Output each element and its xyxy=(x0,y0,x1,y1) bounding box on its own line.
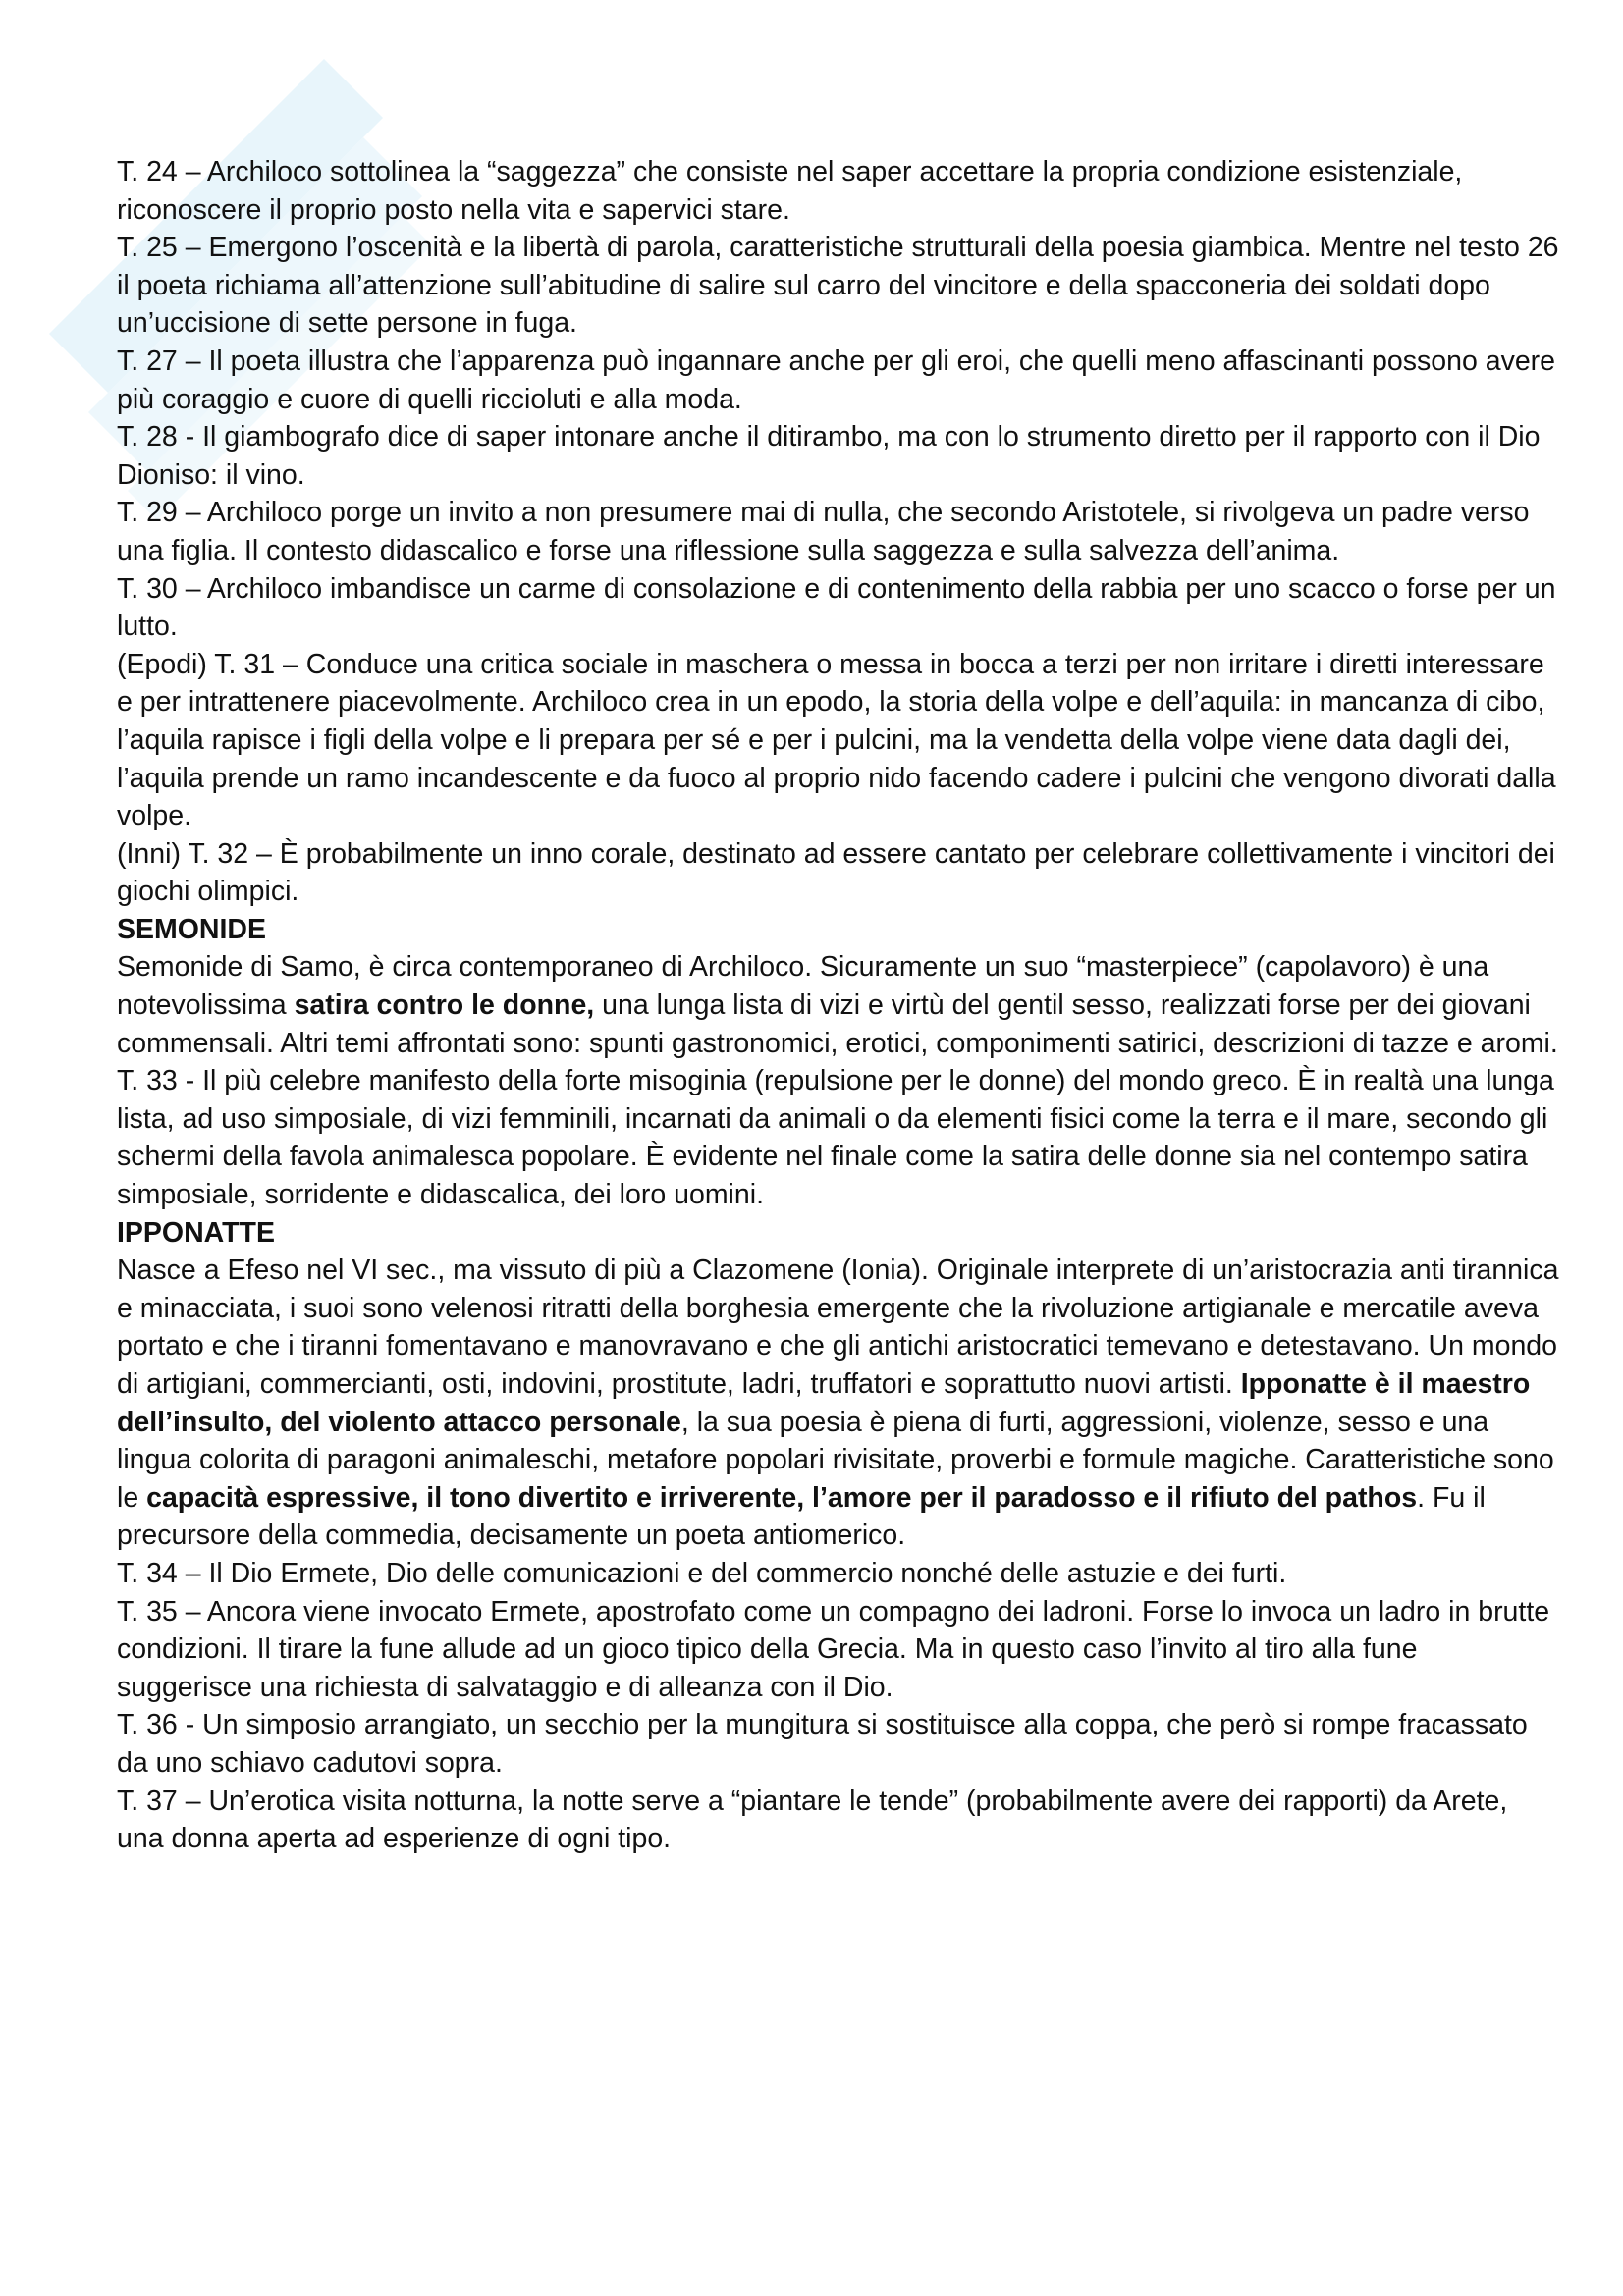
section-heading-ipponatte: IPPONATTE xyxy=(117,1216,275,1249)
paragraph-t37: T. 37 – Un’erotica visita notturna, la notte serve a “piantare le tende” (probabilmente avere dei rapporti) da Arete, una donna aperta ad esperienze di ogni tipo. xyxy=(117,1785,1508,1855)
paragraph-t34: T. 34 – Il Dio Ermete, Dio delle comunicazioni e del commercio nonché delle astuzie e dei furti. xyxy=(117,1557,1287,1589)
paragraph-t31: (Epodi) T. 31 – Conduce una critica sociale in maschera o messa in bocca a terzi per non irritare i diretti interessare e per intrattenere piacevolmente. Archiloco crea in un epodo, la storia della volpe e dell’aquila: in mancanza di cibo, l’aquila rapisce i figli della volpe e li prepara per sé e per i pulcini, ma la vendetta della volpe viene data dagli dei, l’aquila prende un ramo incandescente e da fuoco al proprio nido facendo cadere i pulcini che vengono divorati dalla volpe. xyxy=(117,648,1556,832)
paragraph-t25: T. 25 – Emergono l’oscenità e la libertà di parola, caratteristiche strutturali della poesia giambica. Mentre nel testo 26 il poeta richiama all’attenzione sull’abitudine di salire sul carro del vincitore e della spacconeria dei soldati dopo un’uccisione di sette persone in fuga. xyxy=(117,232,1559,340)
paragraph-t29: T. 29 – Archiloco porge un invito a non presumere mai di nulla, che secondo Aristotele, si rivolgeva un padre verso una figlia. Il contesto didascalico e forse una riflessione sulla saggezza e sulla salvezza dell’anima. xyxy=(117,497,1530,566)
paragraph-t36: T. 36 - Un simposio arrangiato, un secchio per la mungitura si sostituisce alla coppa, che però si rompe fracassato da uno schiavo cadutovi sopra. xyxy=(117,1709,1528,1779)
semonide-intro-text-b: una lunga lista di vizi e virtù del gentil sesso, realizzati forse per dei giovani commensali. Altri temi affrontati sono: spunti gastronomici, erotici, componimenti satirici, descrizioni di tazze e aromi. xyxy=(117,989,1558,1059)
semonide-intro xyxy=(117,948,1560,1062)
ipponatte-intro-text-b: , la sua poesia è piena di furti, aggressioni, violenze, sesso e una lingua colorita di paragoni animaleschi, metafore popolari rivisitate, proverbi e formule magiche. Caratteristiche sono le xyxy=(117,1406,1554,1514)
semonide-intro-text-a: Semonide di Samo, è circa contemporaneo di Archiloco. Sicuramente un suo “masterpiece” (capolavoro) è una notevolissima xyxy=(117,951,1489,1022)
section-heading-semonide: SEMONIDE xyxy=(117,913,267,945)
semonide-intro-bold: satira contro le donne, xyxy=(294,989,595,1022)
ipponatte-intro-bold-1: Ipponatte è il maestro dell’insulto, del violento attacco personale xyxy=(117,1368,1531,1438)
ipponatte-intro xyxy=(117,1252,1560,1555)
paragraph-t33: T. 33 - Il più celebre manifesto della forte misoginia (repulsione per le donne) del mondo greco. È in realtà una lunga lista, ad uso simposiale, di vizi femminili, incarnati da animali o da elementi fisici come la terra e il mare, secondo gli schermi della favola animalesca popolare. È evidente nel finale come la satira delle donne sia nel contempo satira simposiale, sorridente e didascalica, dei loro uomini. xyxy=(117,1065,1554,1211)
paragraph-t32: (Inni) T. 32 – È probabilmente un inno corale, destinato ad essere cantato per celebrare collettivamente i vincitori dei giochi olimpici. xyxy=(117,837,1555,908)
paragraph-t30: T. 30 – Archiloco imbandisce un carme di consolazione e di contenimento della rabbia per uno scacco o forse per un lutto. xyxy=(117,572,1556,643)
ipponatte-intro-bold-2: capacità espressive, il tono divertito e irriverente, l’amore per il paradosso e il rifiuto del pathos xyxy=(146,1481,1418,1514)
ipponatte-intro-text-a: Nasce a Efeso nel VI sec., ma vissuto di più a Clazomene (Ionia). Originale interprete di un’aristocrazia anti tirannica e minacciata, i suoi sono velenosi ritratti della borghesia emergente che la rivoluzione artigianale e mercatile aveva portato e che i tiranni fomentavano e manovravano e che gli antichi aristocratici temevano e detestavano. Un mondo di artigiani, commercianti, osti, indovini, prostitute, ladri, truffatori e soprattutto nuovi artisti. xyxy=(117,1255,1559,1400)
paragraph-t27: T. 27 – Il poeta illustra che l’apparenza può ingannare anche per gli eroi, che quelli meno affascinanti possono avere più coraggio e cuore di quelli riccioluti e alla moda. xyxy=(117,345,1556,415)
ipponatte-intro-text-c: . Fu il precursore della commedia, decisamente un poeta antiomerico. xyxy=(117,1481,1486,1552)
paragraph-t24: T. 24 – Archiloco sottolinea la “saggezza” che consiste nel saper accettare la propria condizione esistenziale, riconoscere il proprio posto nella vita e sapervici stare. xyxy=(117,156,1463,226)
paragraph-t28: T. 28 - Il giambografo dice di saper intonare anche il ditirambo, ma con lo strumento diretto per il rapporto con il Dio Dioniso: il vino. xyxy=(117,421,1541,491)
document-page xyxy=(117,153,1560,1858)
paragraph-t35: T. 35 – Ancora viene invocato Ermete, apostrofato come un compagno dei ladroni. Forse lo invoca un ladro in brutte condizioni. Il tirare la fune allude ad un gioco tipico della Grecia. Ma in questo caso l’invito al tiro alla fune suggerisce una richiesta di salvataggio e di alleanza con il Dio. xyxy=(117,1595,1550,1703)
